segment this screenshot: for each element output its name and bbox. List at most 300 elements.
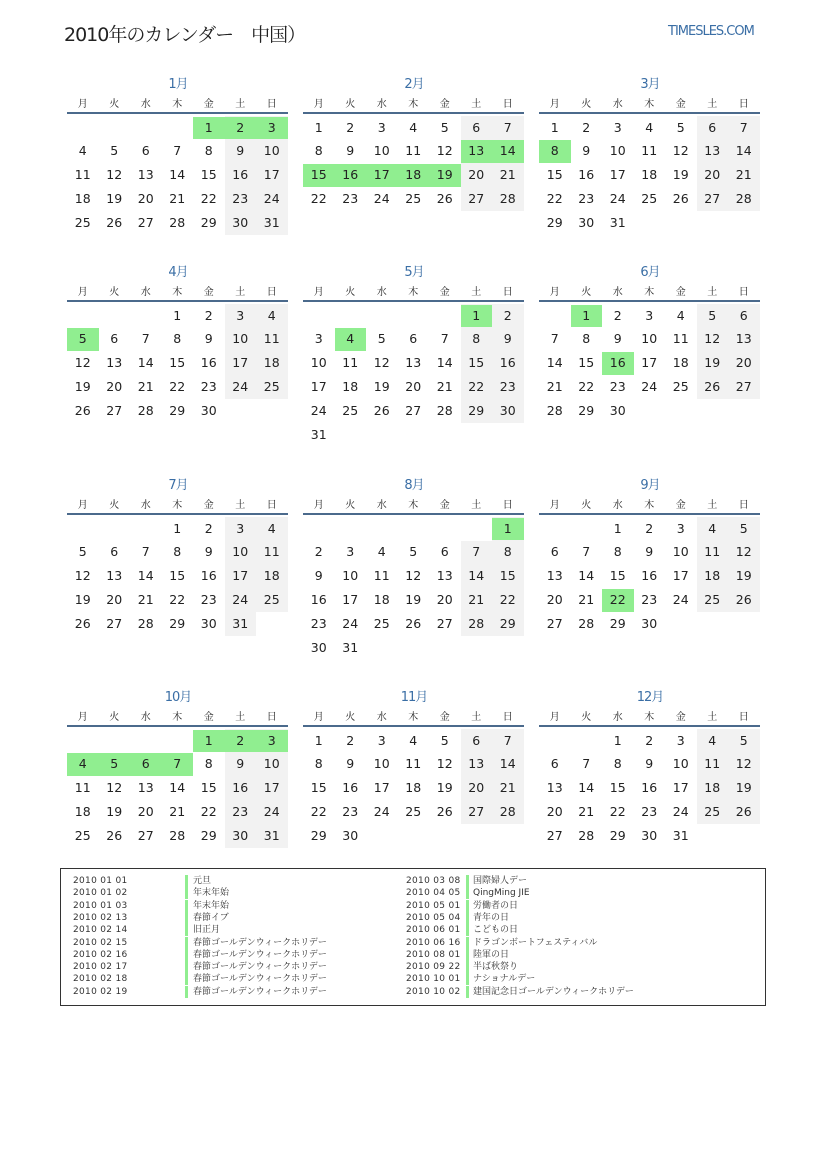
weekday-header: 木 bbox=[644, 287, 655, 298]
weekday-header: 金 bbox=[439, 500, 450, 511]
day-cell: 27 bbox=[106, 402, 123, 418]
day-cell: 28 bbox=[546, 402, 563, 418]
day-cell: 7 bbox=[582, 544, 591, 560]
day-cell: 27 bbox=[436, 615, 453, 631]
weekday-header: 日 bbox=[266, 500, 277, 511]
day-cell: 22 bbox=[310, 803, 327, 819]
weekday-header: 日 bbox=[502, 287, 513, 298]
day-cell: 24 bbox=[641, 378, 658, 394]
header-divider bbox=[67, 300, 288, 302]
day-cell: 31 bbox=[672, 827, 689, 843]
weekday-header: 木 bbox=[172, 99, 183, 110]
weekday-header: 火 bbox=[581, 287, 592, 298]
day-cell: 22 bbox=[169, 378, 186, 394]
day-cell: 5 bbox=[440, 119, 449, 135]
day-cell: 15 bbox=[609, 568, 626, 584]
day-cell: 5 bbox=[708, 307, 717, 323]
day-cell: 20 bbox=[137, 190, 154, 206]
day-cell: 16 bbox=[578, 167, 595, 183]
weekday-header: 金 bbox=[203, 712, 214, 723]
weekday-header: 土 bbox=[235, 712, 246, 723]
day-cell: 9 bbox=[314, 568, 323, 584]
month-name: 1月 bbox=[168, 77, 188, 92]
day-cell: 20 bbox=[436, 591, 453, 607]
day-cell: 3 bbox=[613, 119, 622, 135]
day-cell: 31 bbox=[263, 827, 280, 843]
day-cell: 11 bbox=[74, 780, 91, 796]
day-cell: 29 bbox=[169, 615, 186, 631]
day-cell: 20 bbox=[468, 780, 485, 796]
day-cell: 11 bbox=[74, 167, 91, 183]
day-cell: 18 bbox=[74, 190, 91, 206]
day-cell: 8 bbox=[582, 331, 591, 347]
day-cell: 10 bbox=[373, 756, 390, 772]
day-cell: 24 bbox=[263, 190, 280, 206]
legend-date: 2010 01 02 bbox=[73, 888, 128, 899]
day-cell: 16 bbox=[641, 568, 658, 584]
day-cell: 6 bbox=[550, 544, 559, 560]
day-cell: 7 bbox=[550, 331, 559, 347]
weekday-header: 日 bbox=[266, 287, 277, 298]
day-cell: 3 bbox=[377, 732, 386, 748]
day-cell: 7 bbox=[141, 544, 150, 560]
legend-holiday-name: 春節ゴールデンウィークホリデー bbox=[193, 986, 327, 997]
day-cell: 6 bbox=[472, 119, 481, 135]
day-cell: 21 bbox=[578, 803, 595, 819]
day-cell: 11 bbox=[641, 143, 658, 159]
day-cell: 23 bbox=[232, 190, 249, 206]
weekday-header: 日 bbox=[738, 500, 749, 511]
day-cell: 29 bbox=[200, 214, 217, 230]
day-cell: 11 bbox=[672, 331, 689, 347]
day-cell: 26 bbox=[704, 378, 721, 394]
day-cell: 15 bbox=[310, 780, 327, 796]
day-cell: 5 bbox=[377, 331, 386, 347]
day-cell: 18 bbox=[405, 780, 422, 796]
day-cell: 19 bbox=[735, 568, 752, 584]
weekday-header: 木 bbox=[172, 712, 183, 723]
day-cell: 26 bbox=[74, 402, 91, 418]
page-title: 2010年のカレンダー 中国） bbox=[64, 24, 306, 46]
day-cell: 28 bbox=[499, 803, 516, 819]
day-cell: 11 bbox=[704, 756, 721, 772]
weekday-header: 水 bbox=[376, 712, 387, 723]
legend-date: 2010 02 18 bbox=[73, 974, 128, 985]
header-divider bbox=[539, 112, 760, 114]
day-cell: 27 bbox=[735, 378, 752, 394]
day-cell: 13 bbox=[546, 568, 563, 584]
legend-date: 2010 02 15 bbox=[73, 937, 128, 948]
legend-date: 2010 06 16 bbox=[406, 937, 461, 948]
day-cell: 5 bbox=[440, 732, 449, 748]
month-name: 9月 bbox=[640, 478, 660, 493]
day-cell: 25 bbox=[405, 190, 422, 206]
weekday-header: 水 bbox=[376, 99, 387, 110]
holiday-day-cell: 8 bbox=[539, 140, 571, 163]
day-cell: 24 bbox=[310, 402, 327, 418]
weekday-header: 月 bbox=[549, 99, 560, 110]
day-cell: 19 bbox=[436, 780, 453, 796]
weekday-header: 金 bbox=[439, 99, 450, 110]
weekday-header: 日 bbox=[738, 99, 749, 110]
weekday-header: 火 bbox=[345, 712, 356, 723]
legend-holiday-name: QingMing JIE bbox=[473, 888, 530, 899]
day-cell: 13 bbox=[704, 143, 721, 159]
day-cell: 9 bbox=[236, 756, 245, 772]
day-cell: 7 bbox=[503, 732, 512, 748]
header-divider bbox=[303, 112, 524, 114]
day-cell: 20 bbox=[546, 803, 563, 819]
day-cell: 4 bbox=[708, 520, 717, 536]
day-cell: 1 bbox=[173, 520, 182, 536]
day-cell: 28 bbox=[169, 827, 186, 843]
weekday-header: 火 bbox=[345, 287, 356, 298]
legend-holiday-name: 春節ゴールデンウィークホリデー bbox=[193, 937, 327, 948]
day-cell: 26 bbox=[405, 615, 422, 631]
day-cell: 30 bbox=[342, 827, 359, 843]
weekday-header: 金 bbox=[203, 500, 214, 511]
weekday-header: 日 bbox=[502, 99, 513, 110]
weekday-header: 土 bbox=[471, 99, 482, 110]
day-cell: 14 bbox=[546, 355, 563, 371]
weekday-header: 月 bbox=[77, 99, 88, 110]
day-cell: 7 bbox=[173, 143, 182, 159]
day-cell: 30 bbox=[578, 214, 595, 230]
day-cell: 4 bbox=[267, 520, 276, 536]
day-cell: 23 bbox=[641, 803, 658, 819]
legend-row bbox=[61, 912, 761, 924]
month-name: 8月 bbox=[404, 478, 424, 493]
day-cell: 23 bbox=[342, 190, 359, 206]
weekday-header: 火 bbox=[109, 500, 120, 511]
day-cell: 18 bbox=[74, 803, 91, 819]
day-cell: 12 bbox=[106, 780, 123, 796]
day-cell: 9 bbox=[645, 756, 654, 772]
day-cell: 27 bbox=[546, 827, 563, 843]
day-cell: 28 bbox=[578, 615, 595, 631]
day-cell: 18 bbox=[263, 355, 280, 371]
day-cell: 7 bbox=[141, 331, 150, 347]
day-cell: 19 bbox=[735, 780, 752, 796]
weekday-header: 火 bbox=[109, 99, 120, 110]
day-cell: 22 bbox=[200, 803, 217, 819]
day-cell: 30 bbox=[200, 615, 217, 631]
day-cell: 1 bbox=[550, 119, 559, 135]
day-cell: 12 bbox=[405, 568, 422, 584]
legend-holiday-name: 春節ゴールデンウィークホリデー bbox=[193, 974, 327, 985]
day-cell: 8 bbox=[613, 756, 622, 772]
day-cell: 22 bbox=[609, 803, 626, 819]
day-cell: 21 bbox=[578, 591, 595, 607]
legend-row bbox=[61, 924, 761, 936]
legend-row bbox=[61, 986, 761, 998]
weekday-header: 金 bbox=[675, 712, 686, 723]
weekday-header: 金 bbox=[675, 99, 686, 110]
holiday-day-cell: 1 bbox=[193, 730, 225, 753]
holiday-day-cell: 1 bbox=[492, 518, 524, 541]
day-cell: 27 bbox=[106, 615, 123, 631]
weekday-header: 水 bbox=[140, 99, 151, 110]
day-cell: 14 bbox=[137, 355, 154, 371]
weekday-header: 金 bbox=[439, 287, 450, 298]
legend-holiday-name: 労働者の日 bbox=[473, 900, 519, 911]
day-cell: 11 bbox=[704, 544, 721, 560]
day-cell: 8 bbox=[204, 143, 213, 159]
weekday-header: 日 bbox=[266, 99, 277, 110]
header-divider bbox=[67, 513, 288, 515]
weekday-header: 水 bbox=[140, 500, 151, 511]
legend-date: 2010 01 01 bbox=[73, 876, 128, 886]
day-cell: 19 bbox=[672, 167, 689, 183]
legend-date: 2010 06 01 bbox=[406, 925, 461, 936]
day-cell: 2 bbox=[613, 307, 622, 323]
legend-color-marker bbox=[466, 924, 469, 936]
legend-row bbox=[61, 875, 761, 887]
day-cell: 9 bbox=[582, 143, 591, 159]
day-cell: 17 bbox=[609, 167, 626, 183]
day-cell: 23 bbox=[578, 190, 595, 206]
day-cell: 27 bbox=[137, 827, 154, 843]
day-cell: 11 bbox=[342, 355, 359, 371]
header-divider bbox=[539, 300, 760, 302]
day-cell: 20 bbox=[546, 591, 563, 607]
day-cell: 4 bbox=[409, 119, 418, 135]
weekday-header: 木 bbox=[408, 287, 419, 298]
day-cell: 5 bbox=[739, 520, 748, 536]
weekday-header: 水 bbox=[140, 712, 151, 723]
weekday-header: 土 bbox=[235, 99, 246, 110]
weekday-header: 日 bbox=[502, 500, 513, 511]
legend-color-marker bbox=[466, 900, 469, 912]
day-cell: 28 bbox=[499, 190, 516, 206]
weekday-header: 日 bbox=[502, 712, 513, 723]
day-cell: 12 bbox=[74, 568, 91, 584]
day-cell: 31 bbox=[263, 214, 280, 230]
weekday-header: 木 bbox=[172, 500, 183, 511]
site-brand[interactable]: TIMESLES.COM bbox=[668, 24, 754, 39]
day-cell: 13 bbox=[468, 756, 485, 772]
legend-holiday-name: 春節イブ bbox=[193, 912, 229, 923]
day-cell: 17 bbox=[232, 568, 249, 584]
day-cell: 16 bbox=[499, 355, 516, 371]
legend-color-marker bbox=[466, 937, 469, 949]
day-cell: 26 bbox=[373, 402, 390, 418]
weekday-header: 金 bbox=[203, 99, 214, 110]
day-cell: 21 bbox=[468, 591, 485, 607]
weekday-header: 木 bbox=[408, 500, 419, 511]
header-divider bbox=[67, 112, 288, 114]
weekday-header: 火 bbox=[109, 287, 120, 298]
day-cell: 7 bbox=[739, 119, 748, 135]
day-cell: 6 bbox=[739, 307, 748, 323]
day-cell: 25 bbox=[74, 827, 91, 843]
legend-date: 2010 02 14 bbox=[73, 925, 128, 936]
day-cell: 14 bbox=[578, 780, 595, 796]
legend-holiday-name: 旧正月 bbox=[193, 925, 221, 936]
holiday-day-cell: 16 bbox=[602, 352, 634, 375]
day-cell: 2 bbox=[314, 544, 323, 560]
day-cell: 13 bbox=[137, 780, 154, 796]
weekday-header: 土 bbox=[471, 500, 482, 511]
day-cell: 11 bbox=[263, 544, 280, 560]
weekday-header: 木 bbox=[408, 99, 419, 110]
day-cell: 24 bbox=[672, 803, 689, 819]
day-cell: 27 bbox=[468, 190, 485, 206]
day-cell: 15 bbox=[499, 568, 516, 584]
day-cell: 10 bbox=[310, 355, 327, 371]
day-cell: 2 bbox=[204, 520, 213, 536]
day-cell: 31 bbox=[609, 214, 626, 230]
day-cell: 30 bbox=[641, 615, 658, 631]
month-name: 4月 bbox=[168, 265, 188, 280]
day-cell: 17 bbox=[342, 591, 359, 607]
month-name: 6月 bbox=[640, 265, 660, 280]
day-cell: 30 bbox=[641, 827, 658, 843]
day-cell: 30 bbox=[609, 402, 626, 418]
day-cell: 19 bbox=[74, 378, 91, 394]
weekday-header: 火 bbox=[109, 712, 120, 723]
weekday-header: 金 bbox=[675, 287, 686, 298]
weekday-header: 水 bbox=[612, 500, 623, 511]
day-cell: 10 bbox=[641, 331, 658, 347]
day-cell: 10 bbox=[263, 143, 280, 159]
holiday-day-cell: 4 bbox=[335, 328, 367, 351]
day-cell: 17 bbox=[672, 568, 689, 584]
day-cell: 25 bbox=[342, 402, 359, 418]
day-cell: 15 bbox=[200, 167, 217, 183]
header-divider bbox=[539, 725, 760, 727]
day-cell: 9 bbox=[204, 544, 213, 560]
day-cell: 2 bbox=[346, 119, 355, 135]
day-cell: 24 bbox=[373, 803, 390, 819]
month-name: 12月 bbox=[636, 690, 664, 705]
weekday-header: 土 bbox=[707, 712, 718, 723]
day-cell: 9 bbox=[204, 331, 213, 347]
legend-color-marker bbox=[466, 973, 469, 985]
day-cell: 24 bbox=[342, 615, 359, 631]
legend-holiday-name: ナショナルデー bbox=[473, 974, 536, 985]
day-cell: 30 bbox=[200, 402, 217, 418]
day-cell: 7 bbox=[582, 756, 591, 772]
day-cell: 24 bbox=[232, 378, 249, 394]
holiday-day-cell: 22 bbox=[602, 589, 634, 612]
day-cell: 14 bbox=[468, 568, 485, 584]
day-cell: 25 bbox=[263, 591, 280, 607]
day-cell: 23 bbox=[609, 378, 626, 394]
day-cell: 19 bbox=[106, 803, 123, 819]
holiday-day-cell: 18 bbox=[398, 164, 430, 187]
day-cell: 12 bbox=[74, 355, 91, 371]
day-cell: 28 bbox=[578, 827, 595, 843]
holiday-day-cell: 5 bbox=[67, 328, 99, 351]
day-cell: 21 bbox=[499, 167, 516, 183]
day-cell: 15 bbox=[578, 355, 595, 371]
day-cell: 18 bbox=[263, 568, 280, 584]
day-cell: 20 bbox=[137, 803, 154, 819]
day-cell: 19 bbox=[704, 355, 721, 371]
day-cell: 24 bbox=[232, 591, 249, 607]
weekday-header: 月 bbox=[313, 287, 324, 298]
day-cell: 10 bbox=[232, 331, 249, 347]
legend-row bbox=[61, 961, 761, 973]
day-cell: 24 bbox=[263, 803, 280, 819]
day-cell: 21 bbox=[546, 378, 563, 394]
weekday-header: 土 bbox=[235, 287, 246, 298]
day-cell: 15 bbox=[200, 780, 217, 796]
holiday-day-cell: 5 bbox=[99, 753, 131, 776]
day-cell: 16 bbox=[342, 780, 359, 796]
day-cell: 29 bbox=[169, 402, 186, 418]
legend-holiday-name: 年末年始 bbox=[193, 888, 230, 899]
day-cell: 25 bbox=[373, 615, 390, 631]
day-cell: 8 bbox=[613, 544, 622, 560]
day-cell: 8 bbox=[173, 331, 182, 347]
day-cell: 14 bbox=[169, 167, 186, 183]
day-cell: 15 bbox=[609, 780, 626, 796]
day-cell: 14 bbox=[137, 568, 154, 584]
day-cell: 6 bbox=[472, 732, 481, 748]
day-cell: 18 bbox=[704, 780, 721, 796]
weekday-header: 月 bbox=[549, 500, 560, 511]
day-cell: 13 bbox=[546, 780, 563, 796]
day-cell: 7 bbox=[472, 544, 481, 560]
day-cell: 17 bbox=[263, 780, 280, 796]
holiday-day-cell: 17 bbox=[366, 164, 398, 187]
day-cell: 28 bbox=[137, 402, 154, 418]
legend-color-marker bbox=[466, 875, 469, 887]
day-cell: 24 bbox=[373, 190, 390, 206]
holiday-legend bbox=[60, 868, 766, 1006]
weekday-header: 水 bbox=[376, 500, 387, 511]
weekday-header: 月 bbox=[549, 712, 560, 723]
day-cell: 27 bbox=[546, 615, 563, 631]
weekday-header: 土 bbox=[707, 500, 718, 511]
weekday-header: 金 bbox=[439, 712, 450, 723]
legend-holiday-name: 青年の日 bbox=[473, 912, 510, 923]
day-cell: 24 bbox=[609, 190, 626, 206]
day-cell: 30 bbox=[310, 639, 327, 655]
legend-row bbox=[61, 900, 761, 912]
legend-date: 2010 10 02 bbox=[406, 986, 461, 997]
day-cell: 30 bbox=[232, 214, 249, 230]
day-cell: 13 bbox=[735, 331, 752, 347]
day-cell: 4 bbox=[377, 544, 386, 560]
day-cell: 6 bbox=[708, 119, 717, 135]
day-cell: 2 bbox=[346, 732, 355, 748]
legend-color-marker bbox=[466, 912, 469, 924]
legend-row bbox=[61, 949, 761, 961]
day-cell: 6 bbox=[440, 544, 449, 560]
day-cell: 18 bbox=[641, 167, 658, 183]
legend-holiday-name: 半ば秋祭り bbox=[473, 962, 519, 973]
legend-row bbox=[61, 887, 761, 899]
day-cell: 7 bbox=[503, 119, 512, 135]
day-cell: 4 bbox=[676, 307, 685, 323]
day-cell: 26 bbox=[436, 190, 453, 206]
day-cell: 29 bbox=[499, 615, 516, 631]
day-cell: 22 bbox=[499, 591, 516, 607]
day-cell: 12 bbox=[106, 167, 123, 183]
day-cell: 4 bbox=[708, 732, 717, 748]
header-divider bbox=[539, 513, 760, 515]
day-cell: 14 bbox=[578, 568, 595, 584]
day-cell: 26 bbox=[735, 803, 752, 819]
day-cell: 4 bbox=[78, 143, 87, 159]
legend-holiday-name: 春節ゴールデンウィークホリデー bbox=[193, 962, 327, 973]
month-name: 11月 bbox=[400, 690, 428, 705]
day-cell: 29 bbox=[468, 402, 485, 418]
day-cell: 12 bbox=[735, 544, 752, 560]
